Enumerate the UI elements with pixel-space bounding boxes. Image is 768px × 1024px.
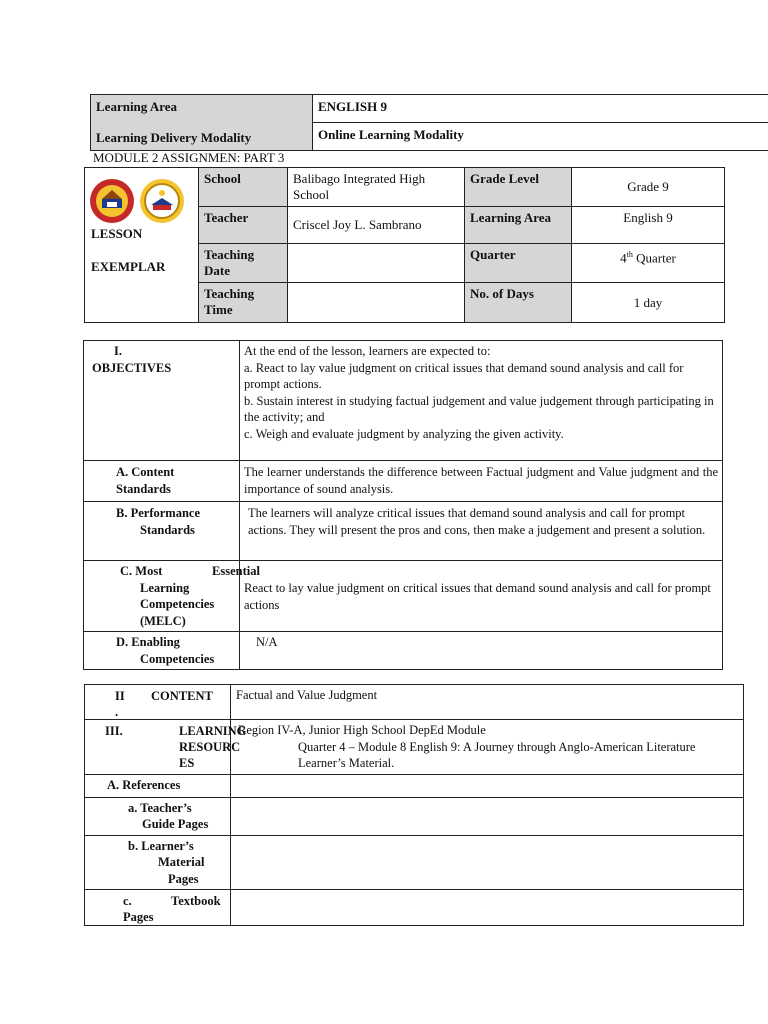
resource-line-1: Region IV-A, Junior High School DepEd Module bbox=[238, 723, 486, 737]
lesson-info-table bbox=[84, 167, 725, 323]
header-table bbox=[90, 94, 768, 151]
enabling-competencies-label-cell bbox=[84, 632, 240, 670]
objective-c: c. Weigh and evaluate judgment by analyzing the given activity. bbox=[244, 426, 564, 441]
objectives-intro: At the end of the lesson, learners are expected to: bbox=[244, 344, 491, 358]
objectives-text-cell bbox=[240, 341, 723, 461]
objectives-number: I. bbox=[114, 344, 122, 358]
teachers-guide-label-2: Guide Pages bbox=[142, 817, 209, 831]
content-standards-label-cell bbox=[84, 461, 240, 502]
teachers-guide-value bbox=[231, 797, 744, 835]
performance-standards-label-cell bbox=[84, 502, 240, 561]
no-of-days-value: 1 day bbox=[572, 283, 725, 323]
objective-b: b. Sustain interest in studying factual judgement and value judgement through participating in the activity; and bbox=[244, 393, 714, 424]
grade-level-label: Grade Level bbox=[465, 168, 572, 207]
content-number: II bbox=[115, 689, 125, 703]
delivery-modality-value: Online Learning Modality bbox=[313, 123, 768, 151]
learners-material-value bbox=[231, 835, 744, 890]
quarter-word: Quarter bbox=[636, 250, 676, 266]
learners-material-label-3: Pages bbox=[168, 871, 199, 886]
school-label: School bbox=[199, 168, 288, 207]
content-standards-label-2: Standards bbox=[116, 481, 171, 496]
exemplar-label: EXEMPLAR bbox=[91, 259, 166, 274]
content-standards-text: The learner understands the difference between Factual judgment and Value judgment and the importance of sound analysis. bbox=[240, 461, 723, 502]
enabling-label-1: D. Enabling bbox=[116, 635, 180, 649]
textbook-pages-label-cell bbox=[85, 890, 231, 926]
melc-text: React to lay value judgment on critical issues that demand sound analysis and call for prompt actions bbox=[240, 561, 723, 632]
melc-label-1: C. Most bbox=[120, 564, 163, 578]
learners-material-label-cell bbox=[85, 835, 231, 890]
objectives-label-cell bbox=[84, 341, 240, 461]
resources-label-2: RESOURC bbox=[179, 740, 241, 754]
enabling-competencies-text: N/A bbox=[240, 632, 723, 670]
references-label: A. References bbox=[85, 774, 231, 797]
melc-label-4: (MELC) bbox=[140, 613, 186, 628]
teaching-time-label: Teaching Time bbox=[199, 283, 288, 323]
textbook-label-pages: Pages bbox=[123, 910, 154, 924]
lesson-exemplar-cell bbox=[85, 168, 199, 323]
content-standards-label-1: A. Content bbox=[116, 465, 175, 479]
resources-number: III. bbox=[105, 724, 123, 738]
learning-area-value-2: English 9 bbox=[572, 207, 725, 244]
textbook-pages-value bbox=[231, 890, 744, 926]
learning-resources-text-cell bbox=[231, 720, 744, 775]
lesson-label: LESSON bbox=[91, 226, 143, 241]
references-value bbox=[231, 774, 744, 797]
learning-area-label-2: Learning Area bbox=[465, 207, 572, 244]
objectives-label: OBJECTIVES bbox=[92, 360, 172, 375]
teacher-label: Teacher bbox=[199, 207, 288, 244]
no-of-days-label: No. of Days bbox=[465, 283, 572, 323]
melc-label-3: Competencies bbox=[140, 597, 215, 611]
content-label: CONTENT bbox=[151, 689, 213, 703]
learning-resources-label-cell bbox=[85, 720, 247, 775]
learning-area-value: ENGLISH 9 bbox=[313, 95, 768, 123]
content-number-dot: . bbox=[115, 705, 119, 719]
textbook-label-c: c. bbox=[123, 894, 132, 908]
quarter-number: 4 bbox=[620, 250, 627, 266]
quarter-value bbox=[572, 244, 725, 283]
learners-material-label-2: Material bbox=[158, 855, 205, 869]
learners-material-label-1: b. Learner’s bbox=[128, 838, 194, 853]
enabling-label-2: Competencies bbox=[140, 651, 215, 666]
content-label-cell bbox=[85, 685, 231, 720]
teacher-value: Criscel Joy L. Sambrano bbox=[288, 207, 465, 244]
module-title: MODULE 2 ASSIGNMEN: PART 3 bbox=[93, 150, 285, 165]
quarter-label: Quarter bbox=[465, 244, 572, 283]
resource-line-2: Quarter 4 – Module 8 English 9: A Journey through Anglo-American Literature bbox=[298, 739, 696, 754]
delivery-modality-label: Learning Delivery Modality bbox=[91, 123, 313, 151]
objective-a: a. React to lay value judgment on critical issues that demand sound analysis and call for prompt actions. bbox=[244, 360, 684, 391]
resource-line-3: Learner’s Material. bbox=[298, 756, 395, 770]
melc-label-essential: Essential bbox=[212, 564, 260, 578]
content-resources-table bbox=[84, 684, 744, 926]
resources-label-1: LEARNING bbox=[179, 724, 247, 738]
resources-label-3: ES bbox=[179, 756, 195, 770]
teaching-date-label: Teaching Date bbox=[199, 244, 288, 283]
objectives-table bbox=[83, 340, 723, 670]
teaching-date-value bbox=[288, 244, 465, 283]
deped-seal-logo bbox=[139, 178, 185, 224]
performance-standards-label-2: Standards bbox=[140, 522, 195, 537]
performance-standards-text: The learners will analyze critical issues that demand sound analysis and call for prompt actions. They will present the pros and cons, then make a judgement and present a solution. bbox=[240, 502, 723, 561]
quarter-suffix: th bbox=[626, 250, 633, 259]
learning-area-label: Learning Area bbox=[91, 95, 313, 123]
teaching-time-value bbox=[288, 283, 465, 323]
textbook-label-word: Textbook bbox=[171, 894, 221, 908]
teachers-guide-label-cell bbox=[85, 797, 231, 835]
performance-standards-label-1: B. Performance bbox=[116, 506, 200, 520]
school-seal-logo bbox=[89, 178, 135, 224]
melc-label-cell bbox=[84, 561, 260, 632]
melc-label-2: Learning bbox=[140, 580, 190, 595]
teachers-guide-label-1: a. Teacher’s bbox=[128, 800, 192, 815]
school-value: Balibago Integrated High School bbox=[288, 168, 465, 207]
content-text: Factual and Value Judgment bbox=[231, 685, 744, 720]
grade-level-value: Grade 9 bbox=[572, 168, 725, 207]
